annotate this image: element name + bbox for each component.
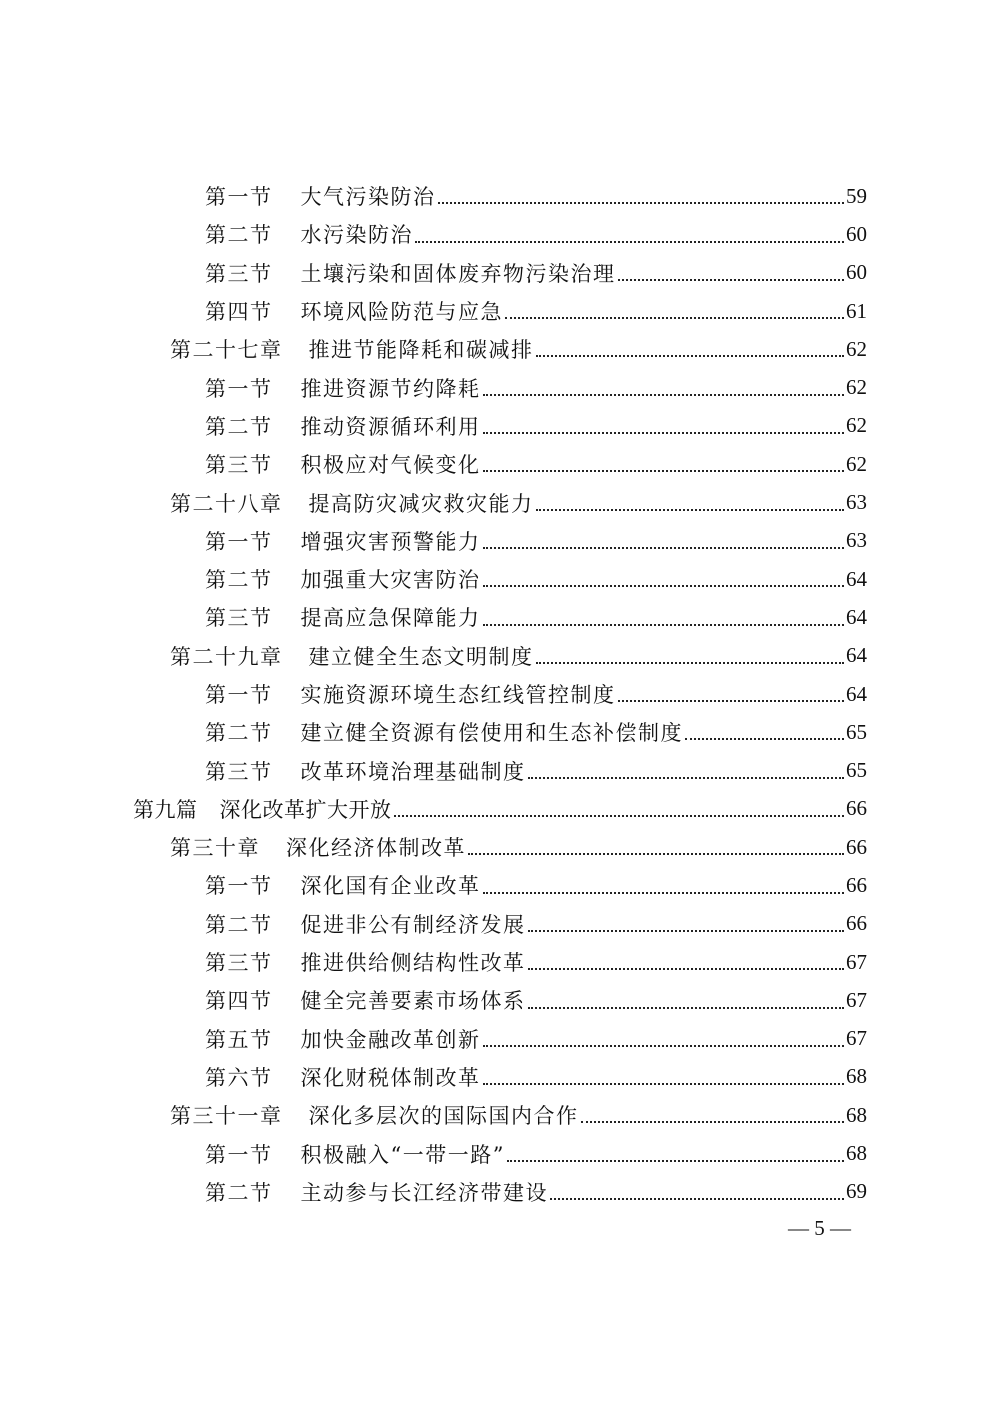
- toc-entry-label: 第二十七章: [170, 338, 283, 363]
- toc-section-row: [0, 598, 867, 636]
- toc-entry-label: 第二节: [205, 912, 273, 937]
- toc-entry-page: 62: [846, 451, 867, 476]
- toc-entry-title: 推动资源循环利用: [300, 414, 481, 439]
- toc-entry-title: 深化经济体制改革: [286, 836, 466, 861]
- dot-leader: [507, 1158, 844, 1162]
- toc-section-row: [0, 943, 867, 981]
- dot-leader: [483, 430, 845, 434]
- dot-leader: [468, 851, 844, 855]
- toc-entry-title: 促进非公有制经济发展: [300, 912, 526, 937]
- toc-entry-label: 第一节: [205, 529, 273, 554]
- toc-section-row: [0, 215, 867, 253]
- toc-entry-page: 67: [846, 949, 867, 974]
- toc-section-row: [0, 905, 867, 943]
- toc-entry-page: 62: [846, 413, 867, 438]
- toc-entry-page: 61: [846, 298, 867, 323]
- toc-entry-label: 第二节: [205, 1180, 273, 1205]
- toc-entry-page: 68: [846, 1064, 867, 1089]
- toc-entry-page: 64: [846, 681, 867, 706]
- toc-entry-label: 第五节: [205, 1027, 273, 1052]
- toc-entry-label: 第三节: [205, 453, 273, 478]
- toc-entry-page: 60: [846, 221, 867, 246]
- dot-leader: [483, 890, 845, 894]
- toc-entry-title: 大气污染防治: [300, 185, 436, 210]
- toc-entry-label: 第二节: [205, 721, 273, 746]
- toc-entry-label: 第四节: [205, 989, 273, 1014]
- toc-entry-title: 深化国有企业改革: [300, 874, 481, 899]
- dot-leader: [528, 775, 845, 779]
- toc-section-row: [0, 1173, 867, 1211]
- toc-entry-page: 69: [846, 1179, 867, 1204]
- toc-entry-title: 水污染防治: [300, 223, 413, 248]
- toc-entry-page: 67: [846, 987, 867, 1012]
- toc-entry-label: 第一节: [205, 874, 273, 899]
- dot-leader: [550, 1196, 844, 1200]
- toc-entry-page: 65: [846, 719, 867, 744]
- toc-entry-label: 第二十八章: [170, 491, 283, 516]
- dot-leader: [618, 277, 845, 281]
- toc-section-row: [0, 254, 867, 292]
- dot-leader: [536, 353, 845, 357]
- toc-entry-page: 63: [846, 528, 867, 553]
- toc-entry-title: 推进资源节约降耗: [300, 376, 481, 401]
- dot-leader: [483, 1081, 845, 1085]
- toc-entry-label: 第一节: [205, 1142, 273, 1167]
- toc-entry-title: 深化改革扩大开放: [219, 797, 392, 822]
- toc-entry-title: 环境风险防范与应急: [300, 300, 503, 325]
- toc-entry-page: 67: [846, 1026, 867, 1051]
- toc-section-row: [0, 981, 867, 1019]
- toc-entry-title: 改革环境治理基础制度: [300, 759, 526, 784]
- dot-leader: [528, 966, 845, 970]
- dot-leader: [581, 1119, 845, 1123]
- toc-section-row: [0, 675, 867, 713]
- toc-entry-page: 66: [846, 796, 867, 821]
- toc-entry-title: 深化多层次的国际国内合作: [308, 1104, 579, 1129]
- toc-entry-label: 第九篇: [133, 797, 198, 822]
- dot-leader: [394, 813, 845, 817]
- toc-entry-label: 第二节: [205, 223, 273, 248]
- table-of-contents: [0, 177, 992, 1211]
- toc-chapter-row: [0, 637, 867, 675]
- toc-entry-page: 66: [846, 872, 867, 897]
- toc-entry-title: 推进供给侧结构性改革: [300, 951, 526, 976]
- toc-section-row: [0, 713, 867, 751]
- dot-leader: [685, 736, 844, 740]
- toc-part-row: [0, 790, 867, 828]
- toc-entry-label: 第二节: [205, 414, 273, 439]
- toc-section-row: [0, 292, 867, 330]
- toc-entry-title: 实施资源环境生态红线管控制度: [300, 683, 616, 707]
- toc-section-row: [0, 1020, 867, 1058]
- toc-entry-title: 健全完善要素市场体系: [300, 989, 526, 1014]
- toc-section-row: [0, 1134, 867, 1172]
- toc-entry-label: 第一节: [205, 185, 273, 210]
- dot-leader: [483, 392, 845, 396]
- toc-entry-label: 第三十一章: [170, 1104, 283, 1129]
- dot-leader: [618, 698, 845, 702]
- toc-section-row: [0, 866, 867, 904]
- toc-entry-title: 加强重大灾害防治: [300, 568, 481, 593]
- toc-entry-title: 提高应急保障能力: [300, 606, 481, 631]
- toc-chapter-row: [0, 1096, 867, 1134]
- dot-leader: [415, 239, 844, 243]
- toc-entry-title: 增强灾害预警能力: [300, 529, 481, 554]
- toc-entry-title: 积极融入“一带一路”: [300, 1142, 505, 1167]
- toc-section-row: [0, 445, 867, 483]
- toc-section-row: [0, 522, 867, 560]
- toc-entry-title: 建立健全生态文明制度: [308, 644, 534, 669]
- dot-leader: [483, 583, 845, 587]
- toc-entry-label: 第二十九章: [170, 644, 283, 669]
- toc-entry-page: 64: [846, 643, 867, 668]
- dot-leader: [505, 315, 844, 319]
- dot-leader: [536, 660, 845, 664]
- toc-chapter-row: [0, 483, 867, 521]
- toc-entry-label: 第一节: [205, 376, 273, 401]
- dot-leader: [438, 200, 845, 204]
- dot-leader: [528, 928, 845, 932]
- toc-entry-label: 第三十章: [170, 836, 260, 861]
- toc-entry-title: 土壤污染和固体废弃物污染治理: [300, 261, 616, 286]
- toc-entry-page: 62: [846, 375, 867, 400]
- toc-entry-label: 第四节: [205, 300, 273, 325]
- toc-section-row: [0, 1058, 867, 1096]
- toc-entry-page: 64: [846, 566, 867, 591]
- toc-section-row: [0, 751, 867, 789]
- toc-entry-page: 60: [846, 260, 867, 285]
- toc-entry-title: 提高防灾减灾救灾能力: [308, 491, 534, 516]
- toc-entry-label: 第三节: [205, 261, 273, 286]
- toc-entry-title: 主动参与长江经济带建设: [300, 1180, 548, 1205]
- toc-entry-page: 62: [846, 336, 867, 361]
- toc-section-row: [0, 177, 867, 215]
- toc-section-row: [0, 368, 867, 406]
- toc-entry-label: 第二节: [205, 568, 273, 593]
- toc-entry-label: 第三节: [205, 951, 273, 976]
- toc-entry-page: 59: [846, 183, 867, 208]
- toc-entry-page: 68: [846, 1141, 867, 1166]
- toc-entry-page: 68: [846, 1102, 867, 1127]
- toc-section-row: [0, 560, 867, 598]
- page-number: — 5 —: [788, 1216, 851, 1240]
- dot-leader: [483, 545, 845, 549]
- toc-entry-title: 推进节能降耗和碳减排: [308, 338, 534, 363]
- toc-entry-page: 66: [846, 834, 867, 859]
- toc-section-row: [0, 407, 867, 445]
- toc-entry-page: 66: [846, 911, 867, 936]
- toc-entry-page: 64: [846, 604, 867, 629]
- toc-chapter-row: [0, 330, 867, 368]
- toc-entry-label: 第六节: [205, 1065, 273, 1090]
- toc-entry-title: 积极应对气候变化: [300, 453, 481, 478]
- dot-leader: [536, 507, 845, 511]
- toc-entry-label: 第三节: [205, 759, 273, 784]
- toc-chapter-row: [0, 828, 867, 866]
- toc-entry-page: 63: [846, 490, 867, 515]
- dot-leader: [528, 1005, 845, 1009]
- toc-entry-label: 第三节: [205, 606, 273, 631]
- toc-entry-page: 65: [846, 758, 867, 783]
- dot-leader: [483, 622, 845, 626]
- toc-entry-title: 加快金融改革创新: [300, 1027, 481, 1052]
- toc-entry-label: 第一节: [205, 683, 273, 707]
- toc-entry-title: 深化财税体制改革: [300, 1065, 481, 1090]
- dot-leader: [483, 1043, 845, 1047]
- toc-entry-title: 建立健全资源有偿使用和生态补偿制度: [300, 721, 683, 746]
- dot-leader: [483, 468, 845, 472]
